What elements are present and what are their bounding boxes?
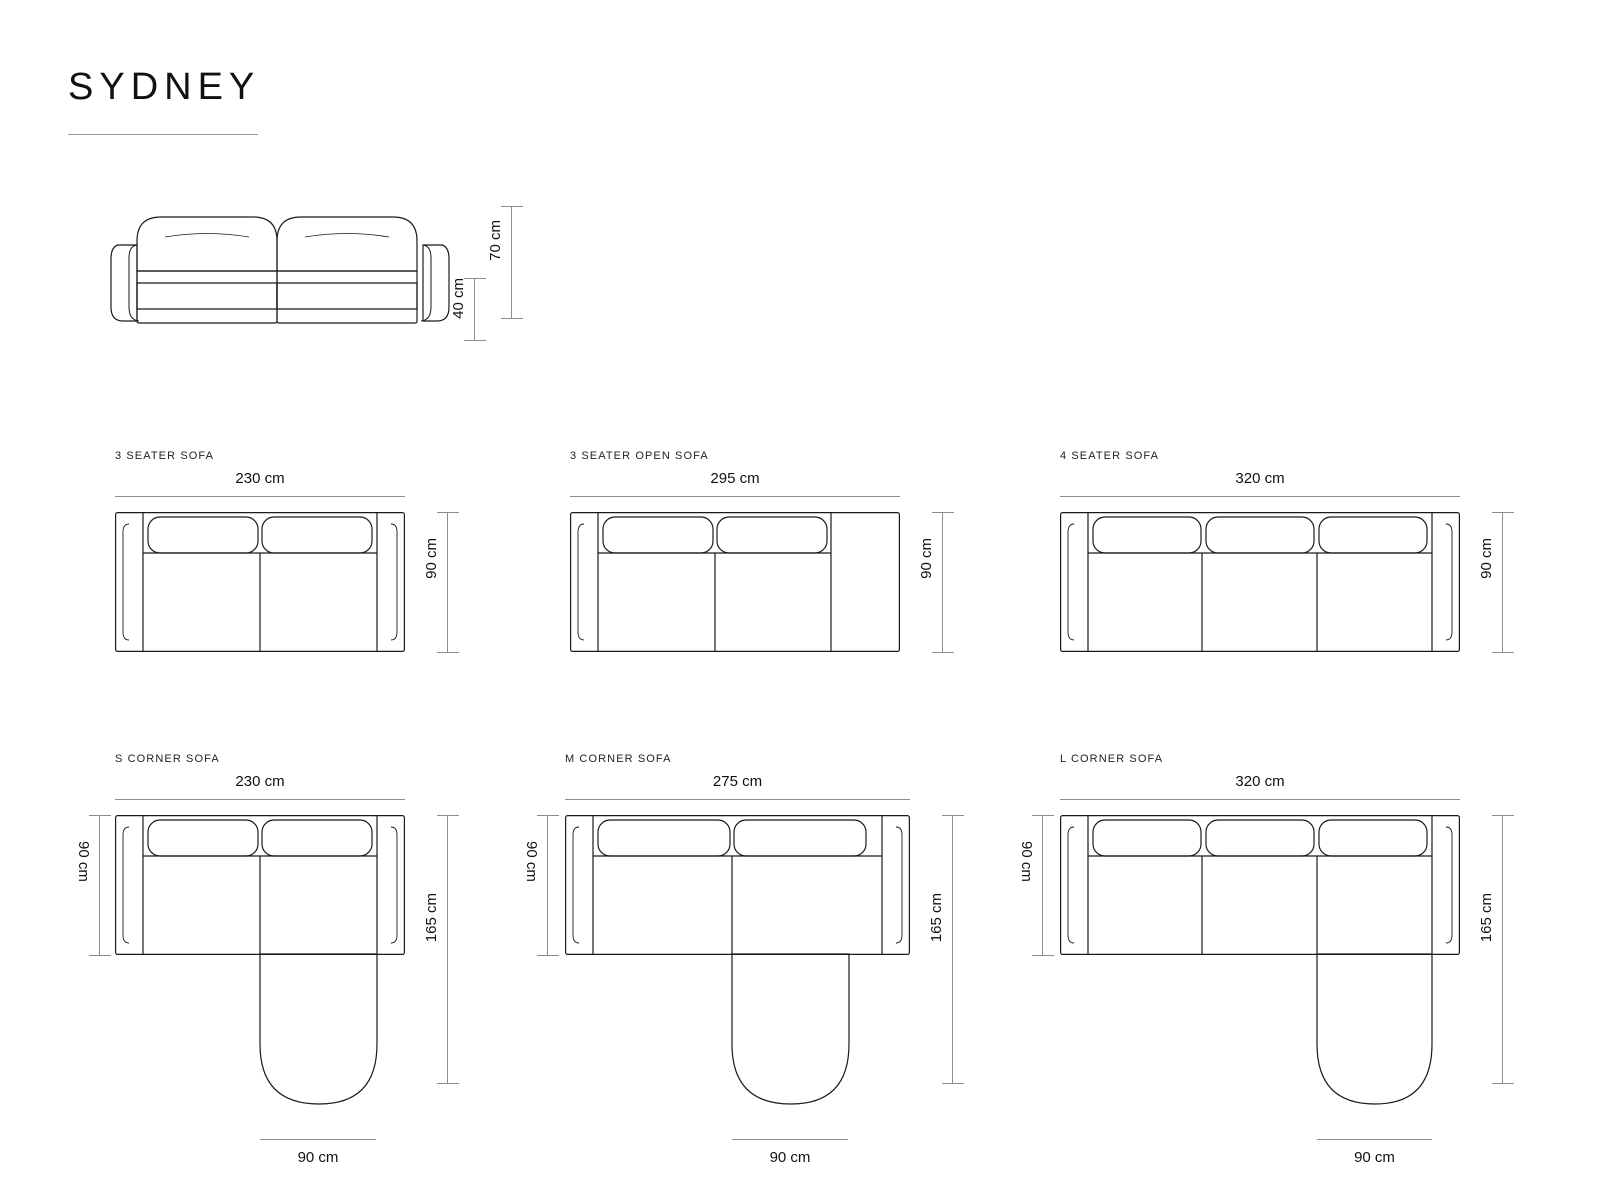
sofa-front-elevation xyxy=(110,195,450,350)
variant-label: 3 SEATER OPEN SOFA xyxy=(570,450,709,462)
variant-depth-label: 90 cm xyxy=(918,538,935,579)
variant-width-label: 275 cm xyxy=(712,773,763,790)
page-title: SYDNEY xyxy=(68,66,261,108)
variant-depth-label: 90 cm xyxy=(423,538,440,579)
variant-depth-label: 90 cm xyxy=(1018,841,1035,882)
variant-label: 4 SEATER SOFA xyxy=(1060,450,1160,462)
title-block xyxy=(68,68,260,135)
variant-width-label: 320 cm xyxy=(1235,470,1285,487)
variant-width-label: 230 cm xyxy=(235,470,285,487)
variant-depth-label: 90 cm xyxy=(523,841,540,882)
variant-chaise-width-label: 90 cm xyxy=(769,1149,811,1166)
variant-width-label: 230 cm xyxy=(235,773,285,790)
variant-width-label: 320 cm xyxy=(1235,773,1285,790)
variant-total-depth-label: 165 cm xyxy=(423,893,440,943)
variant-label: 3 SEATER SOFA xyxy=(115,450,215,462)
variant-label: M CORNER SOFA xyxy=(565,753,672,765)
variant-chaise-width-label: 90 cm xyxy=(1354,1149,1395,1166)
variant-label: L CORNER SOFA xyxy=(1060,753,1164,765)
variant-total-depth-label: 165 cm xyxy=(1478,893,1495,943)
variant-total-depth-label: 165 cm xyxy=(928,893,945,943)
variant-chaise-width-label: 90 cm xyxy=(297,1149,339,1166)
variant-depth-label: 90 cm xyxy=(75,841,92,882)
variant-depth-label: 90 cm xyxy=(1478,538,1495,579)
elevation-dim-40-label: 40 cm xyxy=(450,278,467,319)
title-divider xyxy=(68,134,258,135)
elevation-dim-70-label: 70 cm xyxy=(487,220,504,261)
variant-label: S CORNER SOFA xyxy=(115,753,220,765)
variant-width-label: 295 cm xyxy=(710,470,760,487)
